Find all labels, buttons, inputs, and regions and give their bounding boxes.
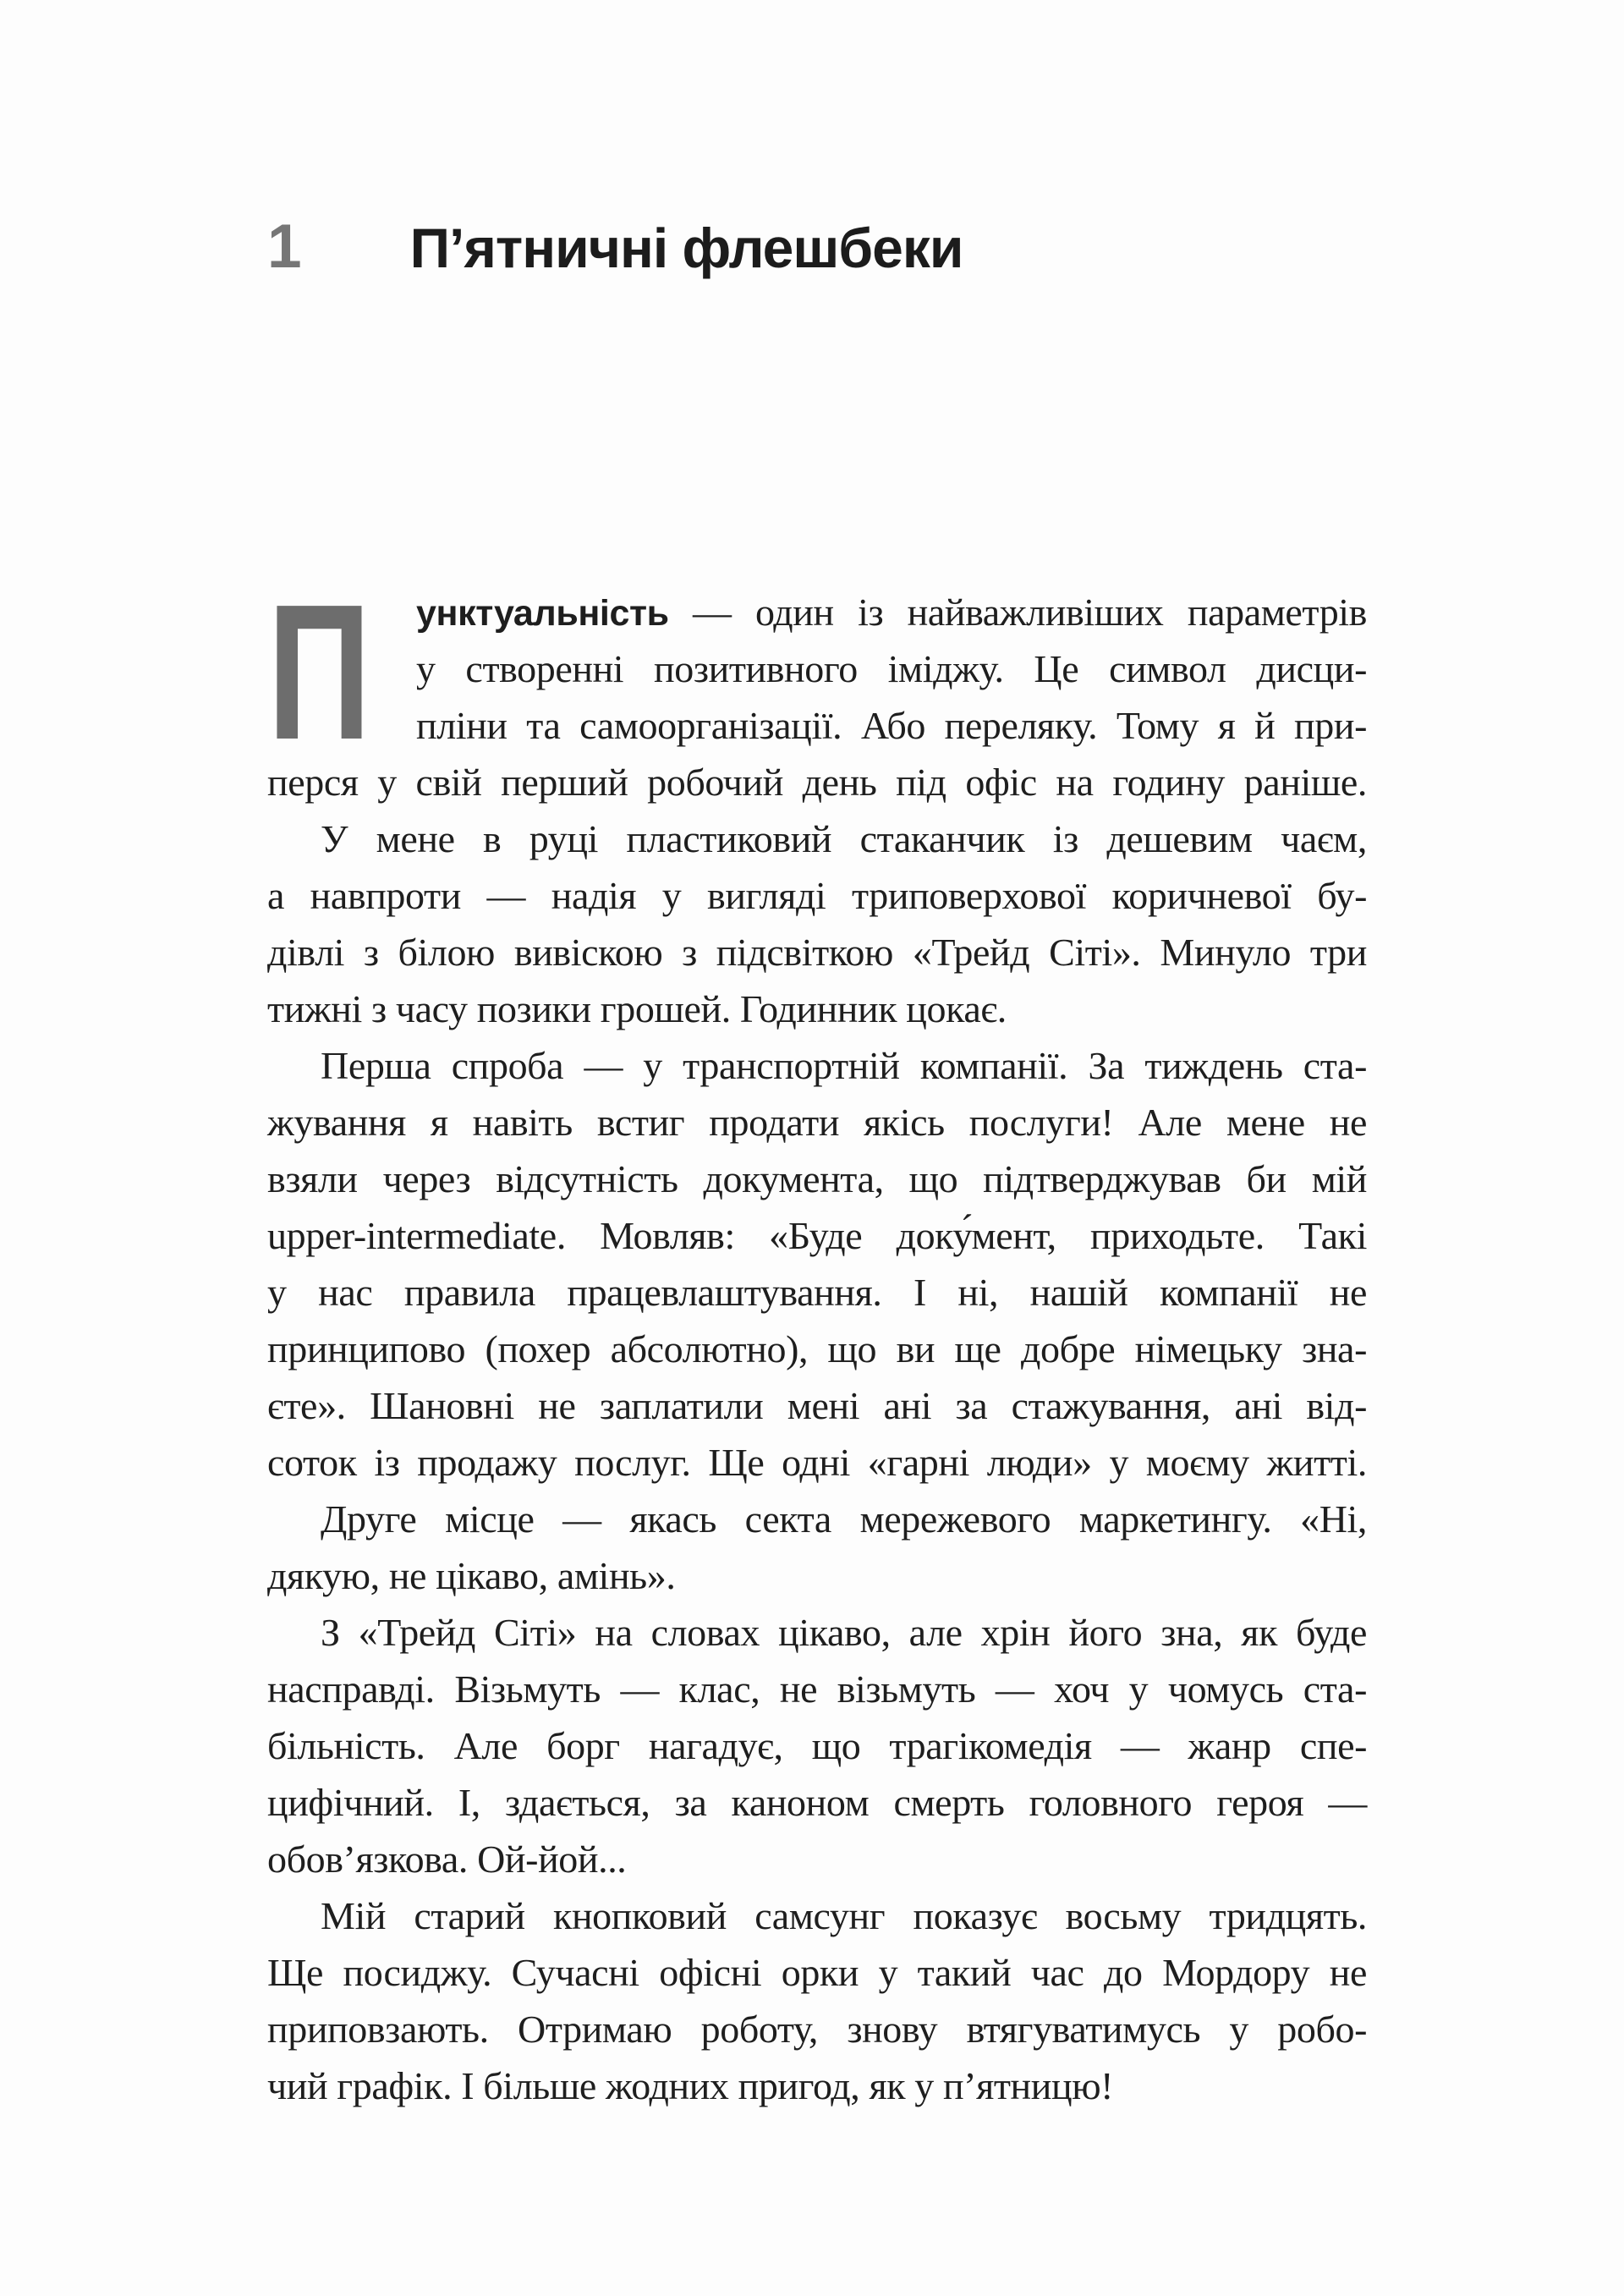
bold-lead-text: унктуальність: [416, 593, 669, 634]
text-run: дівлі з білою вивіскою з підсвіткою «Трейд Сіті». Минуло три: [267, 931, 1367, 974]
paragraph: [267, 565, 1367, 810]
text-run: приповзають. Отримаю роботу, знову втягуватимусь у робо-: [267, 2008, 1367, 2051]
text-run: жування я навіть встиг продати якісь послуги! Але мене не: [267, 1101, 1367, 1144]
text-run: upper-intermediate. Мовляв: «Буде доку́мент, приходьте. Такі: [267, 1214, 1367, 1257]
text-line: [267, 1377, 1367, 1434]
text-line: [267, 924, 1367, 980]
text-run: насправді. Візьмуть — клас, не візьмуть — хоч у чомусь ста-: [267, 1667, 1367, 1711]
chapter-number: 1: [267, 212, 302, 281]
text-line: [267, 1547, 1367, 1604]
text-line: [267, 1321, 1367, 1377]
paragraph: [267, 1887, 1367, 2114]
text-line: [267, 1831, 1367, 1887]
text-line: [267, 2001, 1367, 2057]
paragraph: [267, 1037, 1367, 1491]
text-line: [267, 1434, 1367, 1491]
text-line: [267, 1661, 1367, 1717]
text-run: Ще посиджу. Сучасні офісні орки у такий час до Мордору не: [267, 1951, 1367, 1994]
text-line: [267, 1094, 1367, 1151]
text-run: тижні з часу позики грошей. Годинник цокає.: [267, 987, 1007, 1030]
text-run: Друге місце — якась секта мережевого маркетингу. «Ні,: [321, 1497, 1367, 1541]
chapter-title: П’ятничні флешбеки: [409, 217, 963, 279]
paragraph: [267, 810, 1367, 1037]
text-run: перся у свій перший робочий день під офіс на годину раніше.: [267, 761, 1367, 804]
text-run: чий графік. І більше жодних пригод, як у п’ятницю!: [267, 2064, 1114, 2107]
text-run: дякую, не цікаво, амінь».: [267, 1554, 676, 1597]
text-run: взяли через відсутність документа, що підтверджував би мій: [267, 1157, 1367, 1200]
text-line: [267, 754, 1367, 810]
text-line: [267, 1037, 1367, 1094]
text-line: [267, 584, 1367, 640]
text-run: пліни та самоорганізації. Або переляку. Тому я й при-: [416, 704, 1367, 747]
text-run: З «Трейд Сіті» на словах цікаво, але хрін його зна, як буде: [321, 1611, 1367, 1654]
text-line: [267, 1491, 1367, 1547]
text-line: [267, 1717, 1367, 1774]
text-line: [267, 1207, 1367, 1264]
paragraph: [267, 1491, 1367, 1604]
text-line: [267, 1264, 1367, 1321]
text-run: принципово (похер абсолютно), що ви ще добре німецьку зна-: [267, 1327, 1367, 1370]
chapter-header: [267, 212, 963, 281]
text-run: — один із найважливіших параметрів: [668, 590, 1367, 634]
text-line: [267, 1604, 1367, 1661]
text-line: [267, 1774, 1367, 1831]
text-line: [267, 1887, 1367, 1944]
text-run: У мене в руці пластиковий стаканчик із дешевим чаєм,: [321, 817, 1367, 860]
text-line: [267, 697, 1367, 754]
text-run: цифічний. І, здається, за каноном смерть головного героя —: [267, 1781, 1367, 1824]
text-run: більність. Але борг нагадує, що трагікомедія — жанр спе-: [267, 1724, 1367, 1767]
text-run: соток із продажу послуг. Ще одні «гарні люди» у моєму житті.: [267, 1441, 1367, 1484]
text-line: [267, 1151, 1367, 1207]
text-line: [267, 640, 1367, 697]
paragraph: [267, 1604, 1367, 1887]
text-line: [267, 2057, 1367, 2114]
text-run: а навпроти — надія у вигляді триповерхової коричневої бу-: [267, 874, 1367, 917]
text-run: Мій старий кнопковий самсунг показує восьму тридцять.: [321, 1894, 1367, 1937]
text-run: єте». Шановні не заплатили мені ані за стажування, ані від-: [267, 1384, 1367, 1427]
text-run: у створенні позитивного іміджу. Це символ дисци-: [416, 647, 1367, 690]
text-line: [267, 1944, 1367, 2001]
text-run: обов’язкова. Ой-йой...: [267, 1837, 627, 1881]
text-line: [267, 867, 1367, 924]
text-run: Перша спроба — у транспортній компанії. За тиждень ста-: [321, 1044, 1367, 1087]
text-line: [267, 980, 1367, 1037]
drop-cap-letter: П: [267, 565, 371, 780]
text-line: [267, 810, 1367, 867]
body-text: [267, 565, 1367, 2114]
text-run: у нас правила працевлаштування. І ні, нашій компанії не: [267, 1271, 1367, 1314]
